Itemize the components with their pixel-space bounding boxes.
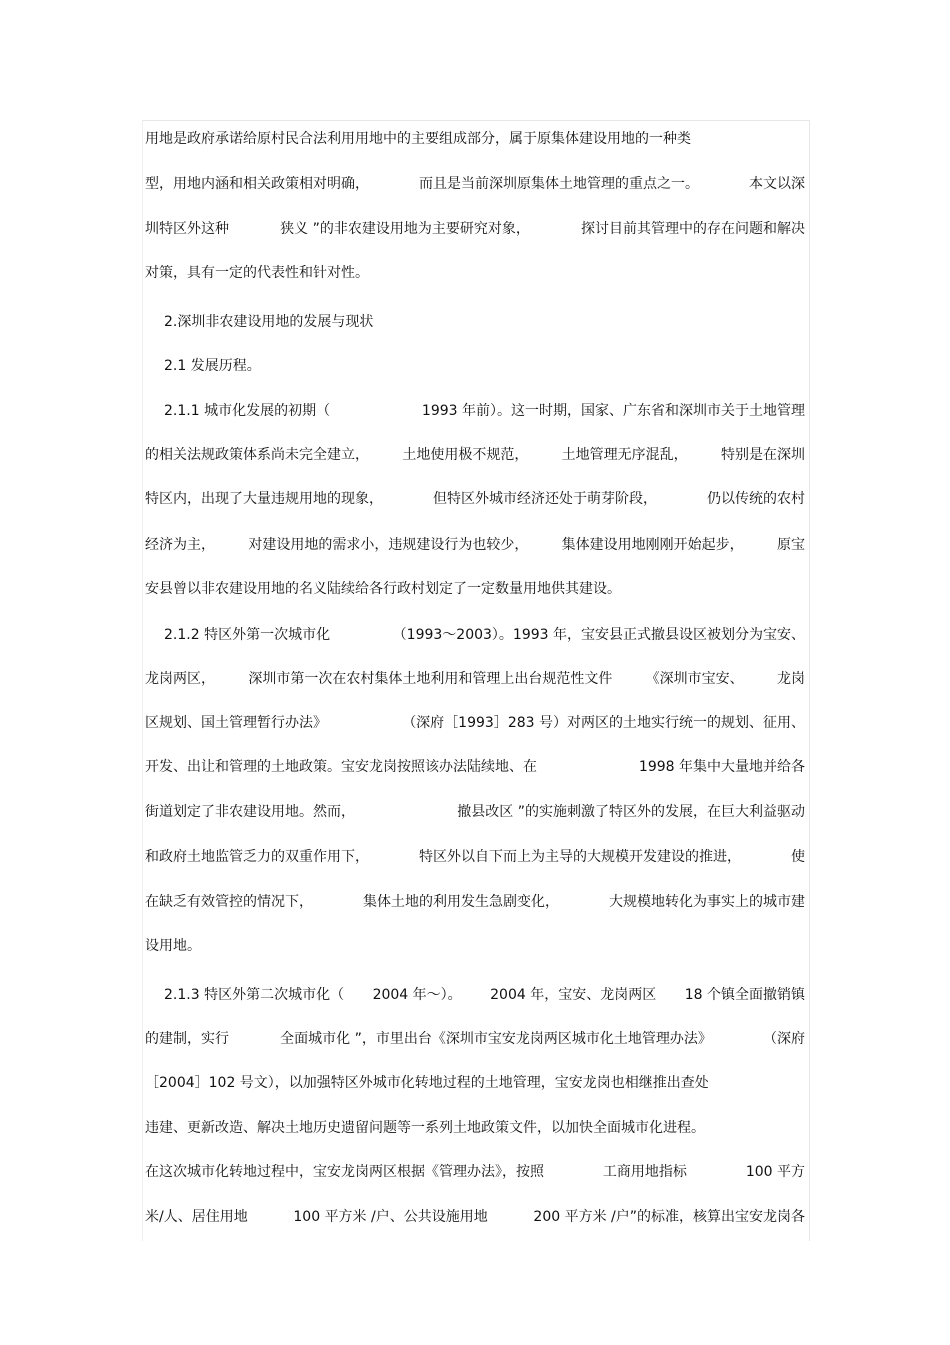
- paragraph-2-1-1-line: [145, 536, 805, 554]
- text-segment: 工商用地指标: [602, 1164, 687, 1180]
- text-segment: 《深圳市宝安、: [645, 671, 744, 687]
- text-segment: 本文以深: [749, 176, 805, 192]
- paragraph-2-1-2-line: [145, 758, 805, 776]
- text-segment: 1993 年前）。这一时期，国家、广东省和深圳市关于土地管理: [421, 403, 805, 419]
- text-segment: 的相关法规政策体系尚未完全建立，: [145, 447, 369, 463]
- text-segment: （1993～2003）。1993 年，宝安县正式撤县设区被划分为宝安、: [392, 627, 805, 643]
- text-segment: 而且是当前深圳原集体土地管理的重点之一。: [419, 176, 699, 192]
- paragraph-2-1-3-line: [145, 1030, 805, 1048]
- text-segment: 在缺乏有效管控的情况下，: [145, 894, 313, 910]
- paragraph1-line: 对策，具有一定的代表性和针对性。: [145, 265, 369, 281]
- text-segment: 撤县改区 ”的实施刺激了特区外的发展，在巨大利益驱动: [457, 804, 805, 820]
- text-segment: 大规模地转化为事实上的城市建: [609, 894, 805, 910]
- paragraph-2-1-3-line: 违建、更新改造、解决土地历史遗留问题等一系列土地政策文件，以加快全面城市化进程。: [145, 1120, 705, 1136]
- paragraph-2-1-3-line: [145, 1163, 805, 1181]
- text-segment: 2.1.3 特区外第二次城市化（: [164, 987, 345, 1003]
- text-segment: 1998 年集中大量地并给各: [638, 759, 805, 775]
- text-segment: 土地管理无序混乱，: [561, 447, 688, 463]
- paragraph-2-1-1-line: [145, 490, 805, 508]
- text-segment: 集体土地的利用发生急剧变化，: [363, 894, 559, 910]
- text-segment: 和政府土地监管乏力的双重作用下，: [145, 849, 369, 865]
- text-segment: 狭义 ”的非农建设用地为主要研究对象，: [280, 221, 530, 237]
- text-segment: 对建设用地的需求小，违规建设行为也较少，: [248, 537, 529, 553]
- text-segment: 使: [791, 849, 805, 865]
- text-segment: 2004 年，宝安、龙岗两区: [490, 987, 657, 1003]
- paragraph-2-1-3-line: [145, 1208, 805, 1226]
- paragraph1-line: [145, 220, 805, 238]
- paragraph-2-1-2-line: [145, 803, 805, 821]
- text-segment: 原宝: [776, 537, 805, 553]
- paragraph-2-1-2-line: 设用地。: [145, 938, 201, 954]
- text-segment: 米/人、居住用地: [145, 1209, 248, 1225]
- text-segment: 特区外以自下而上为主导的大规模开发建设的推进，: [419, 849, 741, 865]
- paragraph-2-1-2-line: [164, 626, 805, 644]
- text-segment: 圳特区外这种: [145, 221, 229, 237]
- text-segment: 街道划定了非农建设用地。然而，: [145, 804, 355, 820]
- text-segment: 全面城市化 ”，市里出台《深圳市宝安龙岗两区城市化土地管理办法》: [280, 1031, 712, 1047]
- text-segment: 集体建设用地刚刚开始起步，: [561, 537, 744, 553]
- text-segment: 100 平方: [745, 1164, 805, 1180]
- text-segment: 区规划、国土管理暂行办法》: [145, 715, 327, 731]
- text-segment: 探讨目前其管理中的存在问题和解决: [580, 221, 805, 237]
- text-segment: （深府: [762, 1031, 805, 1047]
- text-segment: 2004 年～）。: [372, 987, 462, 1003]
- text-segment: 开发、出让和管理的土地政策。宝安龙岗按照该办法陆续地、在: [145, 759, 537, 775]
- text-segment: 经济为主，: [145, 537, 215, 553]
- paragraph-2-1-1-line: [164, 402, 805, 420]
- text-segment: 2.1.1 城市化发展的初期（: [164, 403, 331, 419]
- text-segment: 型，用地内涵和相关政策相对明确，: [145, 176, 369, 192]
- text-segment: 深圳市第一次在农村集体土地利用和管理上出台规范性文件: [248, 671, 613, 687]
- paragraph-2-1-2-line: [145, 714, 805, 732]
- paragraph-2-1-2-line: [145, 848, 805, 866]
- text-segment: 仍以传统的农村: [707, 491, 805, 507]
- text-segment: 18 个镇全面撤销镇: [684, 987, 805, 1003]
- text-segment: 的建制，实行: [145, 1031, 229, 1047]
- paragraph1-line: [145, 175, 805, 193]
- heading-2-heading: 2.深圳非农建设用地的发展与现状: [164, 314, 374, 330]
- paragraph-2-1-3-line: [164, 986, 805, 1004]
- text-segment: 100 平方米 /户、公共设施用地: [293, 1209, 488, 1225]
- heading-2-1-heading: 2.1 发展历程。: [164, 358, 261, 374]
- text-segment: 200 平方米 /户”的标准，核算出宝安龙岗各: [533, 1209, 805, 1225]
- paragraph-2-1-2-line: [145, 670, 805, 688]
- text-segment: 在这次城市化转地过程中，宝安龙岗两区根据《管理办法》，按照: [145, 1164, 544, 1180]
- paragraph-2-1-3-line: ［2004］102 号文），以加强特区外城市化转地过程的土地管理，宝安龙岗也相继推出查处: [145, 1075, 709, 1091]
- text-segment: 龙岗: [776, 671, 805, 687]
- text-segment: 2.1.2 特区外第一次城市化: [164, 627, 331, 643]
- text-segment: 但特区外城市经济还处于萌芽阶段，: [433, 491, 657, 507]
- paragraph1-line: 用地是政府承诺给原村民合法利用用地中的主要组成部分，属于原集体建设用地的一种类: [145, 131, 691, 147]
- text-segment: 特区内，出现了大量违规用地的现象，: [145, 491, 383, 507]
- text-segment: （深府［1993］283 号）对两区的土地实行统一的规划、征用、: [402, 715, 805, 731]
- paragraph-2-1-1-line: [145, 446, 805, 464]
- paragraph-2-1-1-line: 安县曾以非农建设用地的名义陆续给各行政村划定了一定数量用地供其建设。: [145, 581, 621, 597]
- text-segment: 土地使用极不规范，: [402, 447, 529, 463]
- paragraph-2-1-2-line: [145, 893, 805, 911]
- text-segment: 龙岗两区，: [145, 671, 215, 687]
- text-segment: 特别是在深圳: [720, 447, 805, 463]
